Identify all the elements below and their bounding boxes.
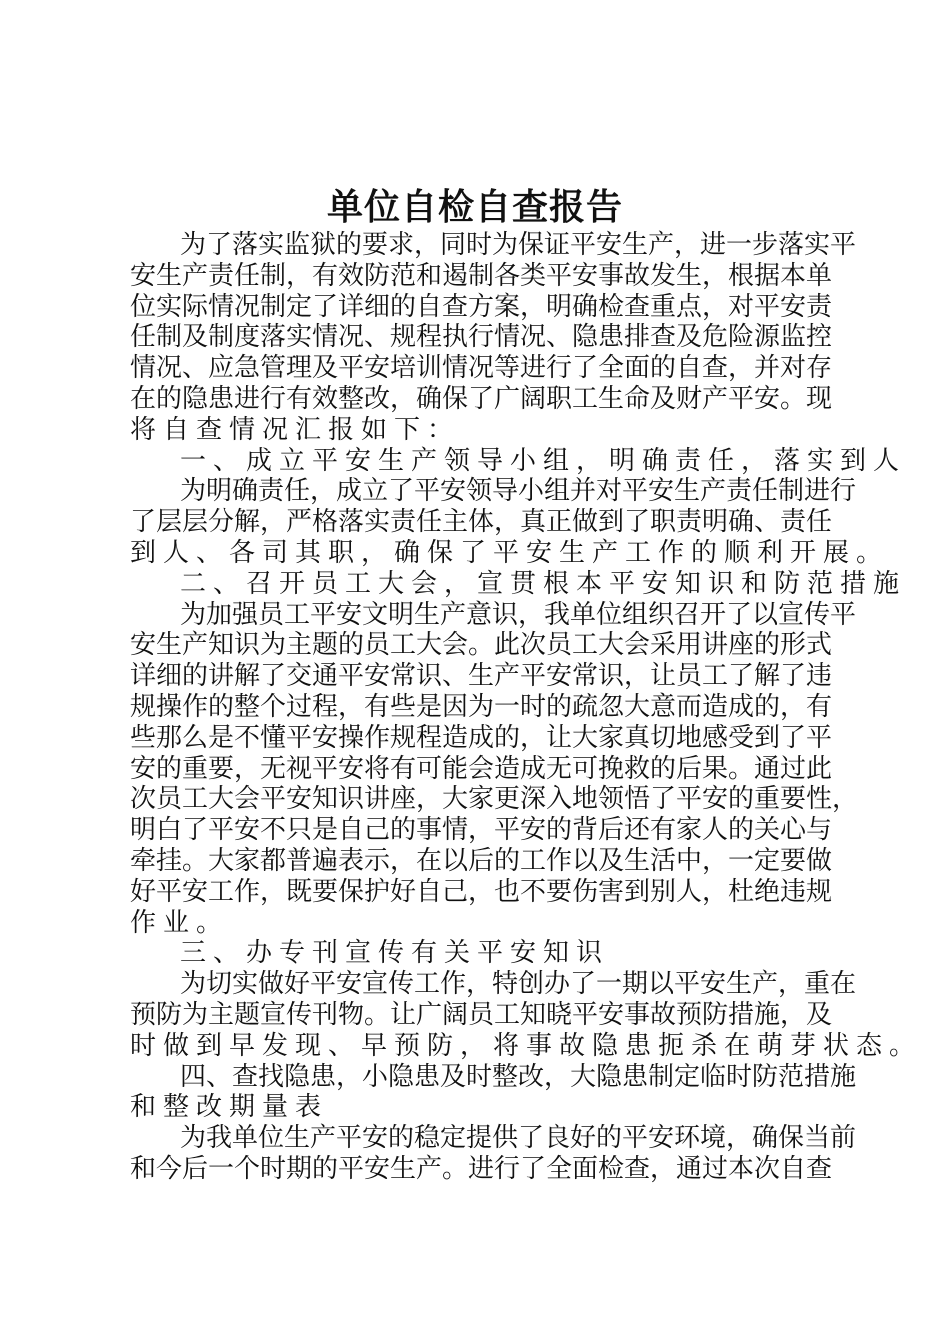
text-line: 为切实做好平安宣传工作，特创办了一期以平安生产，重在: [180, 969, 857, 999]
text-line: 一、成立平安生产领导小组，明确责任，落实到人: [180, 445, 907, 475]
text-line: 为明确责任，成立了平安领导小组并对平安生产责任制进行: [180, 476, 857, 506]
text-line: 安生产知识为主题的员工大会。此次员工大会采用讲座的形式: [130, 630, 833, 660]
text-line: 好平安工作，既要保护好自己，也不要伤害到别人，杜绝违规: [130, 876, 833, 906]
section-heading: [130, 1061, 857, 1124]
text-line: 预防为主题宣传刊物。让广阔员工知晓平安事故预防措施，及: [130, 999, 833, 1029]
text-line: 时做到早发现、早预防，将事故隐患扼杀在萌芽状态。: [130, 1030, 923, 1060]
paragraph: [130, 476, 890, 568]
text-line: 情况、应急管理及平安培训情况等进行了全面的自查，并对存: [130, 353, 833, 383]
text-line: 任制及制度落实情况、规程执行情况、隐患排查及危险源监控: [130, 322, 833, 352]
text-line: 次员工大会平安知识讲座，大家更深入地领悟了平安的重要性，: [130, 784, 859, 814]
document-body: [130, 230, 923, 1185]
text-line: 作业。: [130, 907, 230, 937]
text-line: 到人、各司其职，确保了平安生产工作的顺利开展。: [130, 537, 890, 567]
text-line: 明白了平安不只是自己的事情，平安的背后还有家人的关心与: [130, 815, 833, 845]
text-line: 安生产责任制，有效防范和遏制各类平安事故发生，根据本单: [130, 260, 833, 290]
section-heading: [130, 568, 907, 600]
paragraph: [130, 1123, 857, 1185]
paragraph: [130, 599, 859, 939]
text-line: 位实际情况制定了详细的自查方案，明确检查重点，对平安责: [130, 291, 833, 321]
document-title: 单位自检自查报告: [326, 187, 623, 227]
paragraph: [130, 230, 857, 446]
text-line: 了层层分解，严格落实责任主体，真正做到了职责明确、责任: [130, 507, 833, 537]
text-line: 详细的讲解了交通平安常识、生产平安常识，让员工了解了违: [130, 661, 833, 691]
section-heading: [130, 938, 832, 969]
text-line: 在的隐患进行有效整改，确保了广阔职工生命及财产平安。现: [130, 383, 833, 413]
text-line: 将自查情况汇报如下：: [130, 414, 461, 444]
section-heading: [130, 445, 907, 477]
text-line: 四、查找隐患，小隐患及时整改，大隐患制定临时防范措施: [180, 1061, 857, 1091]
text-line: 牵挂。大家都普遍表示，在以后的工作以及生活中，一定要做: [130, 845, 833, 875]
paragraph: [130, 969, 923, 1061]
text-line: 和今后一个时期的平安生产。进行了全面检查，通过本次自查: [130, 1153, 833, 1183]
text-line: 和整改期量表: [130, 1092, 329, 1122]
text-line: 些那么是不懂平安操作规程造成的，让大家真切地感受到了平: [130, 722, 833, 752]
text-line: 安的重要，无视平安将有可能会造成无可挽救的后果。通过此: [130, 753, 833, 783]
text-line: 二、召开员工大会，宣贯根本平安知识和防范措施: [180, 568, 907, 598]
text-line: 三、办专刊宣传有关平安知识: [180, 938, 610, 968]
text-line: 为加强员工平安文明生产意识，我单位组织召开了以宣传平: [180, 599, 857, 629]
text-line: 为我单位生产平安的稳定提供了良好的平安环境，确保当前: [180, 1123, 857, 1153]
text-line: 为了落实监狱的要求，同时为保证平安生产，进一步落实平: [180, 230, 857, 259]
text-line: 规操作的整个过程，有些是因为一时的疏忽大意而造成的，有: [130, 691, 833, 721]
